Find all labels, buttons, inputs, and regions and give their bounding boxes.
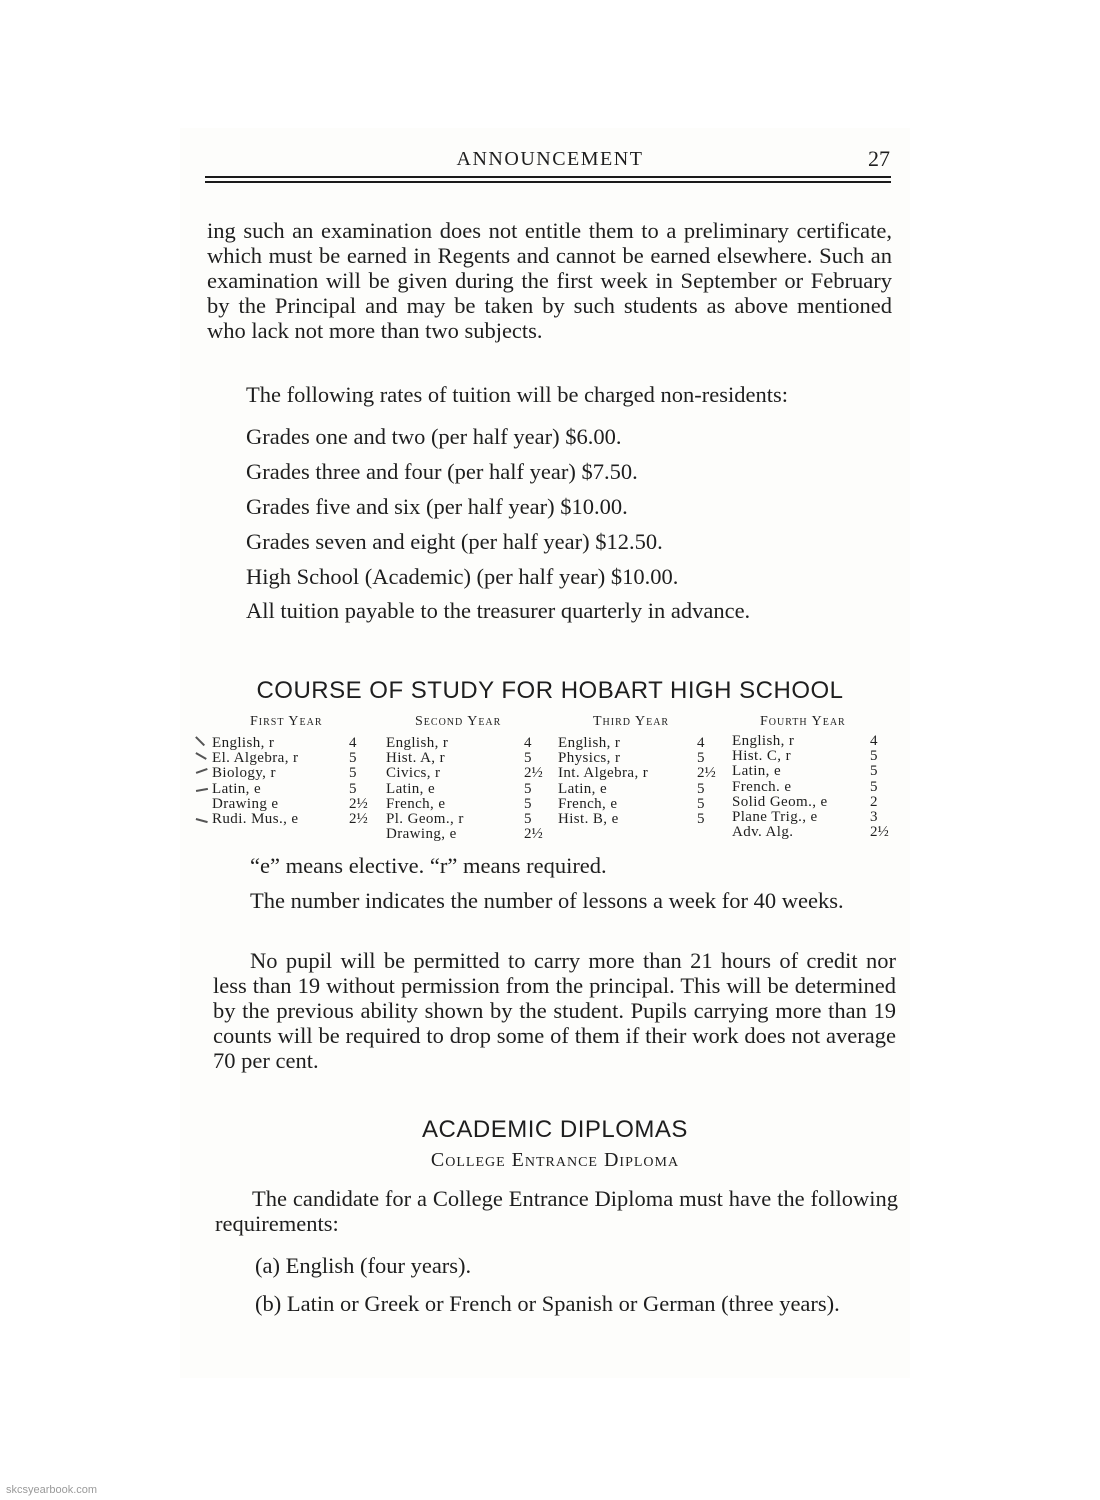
course-row — [558, 750, 728, 765]
tuition-rate: Grades one and two (per half year) $6.00. — [246, 424, 622, 449]
course-row — [732, 809, 897, 824]
course-name: Civics, r — [386, 765, 441, 782]
course-name: Biology, r — [212, 765, 276, 782]
lesson-count: 5 — [524, 750, 532, 767]
course-row — [212, 765, 372, 780]
course-name: Drawing, e — [386, 826, 457, 843]
course-row — [558, 811, 728, 826]
course-row — [732, 733, 897, 748]
course-name: Latin, e — [386, 780, 436, 797]
lesson-count: 5 — [349, 765, 357, 782]
course-row — [386, 781, 546, 796]
tuition-rate: High School (Academic) (per half year) $10.00. — [246, 564, 679, 589]
college-entrance-subtitle: College Entrance Diploma — [430, 1149, 680, 1171]
lesson-count: 4 — [697, 735, 705, 751]
lesson-count: 2½ — [524, 765, 543, 782]
course-row — [386, 750, 546, 765]
lesson-count: 5 — [870, 763, 878, 780]
running-title: ANNOUNCEMENT — [456, 148, 644, 170]
requirement-item: (a) English (four years). — [255, 1253, 472, 1278]
credit-rule-paragraph: No pupil will be permitted to carry more than 21 hours of credit nor less than 19 without permission from the principal. This will be determined by the previous ability shown by the student. Pupils carrying more than 19 counts will be required to drop some of them if their work does not average 70 per cent. — [213, 948, 896, 1073]
course-name: Hist. C, r — [732, 748, 792, 765]
tuition-rate: Grades three and four (per half year) $7.50. — [246, 459, 638, 484]
course-row — [212, 750, 372, 765]
course-row — [212, 796, 372, 811]
course-row — [732, 824, 897, 839]
lesson-count: 5 — [524, 810, 532, 827]
lesson-count: 5 — [524, 780, 532, 797]
lesson-count: 5 — [870, 778, 878, 795]
running-head — [208, 148, 892, 176]
course-name: Latin, e — [732, 763, 782, 780]
course-name: French, e — [386, 795, 446, 812]
requirement-item: (b) Latin or Greek or French or Spanish or German (three years). — [255, 1291, 840, 1316]
lesson-count: 5 — [870, 748, 878, 765]
course-row — [386, 811, 546, 826]
course-name: Int. Algebra, r — [558, 765, 649, 782]
year-heading-second: Second Year — [415, 714, 502, 729]
course-row — [386, 765, 546, 780]
course-column-third-year — [558, 735, 728, 826]
lesson-count: 2½ — [349, 810, 368, 827]
course-row — [558, 735, 728, 750]
lesson-count: 5 — [697, 780, 705, 797]
course-name: French. e — [732, 778, 792, 795]
year-heading-fourth: Fourth Year — [760, 714, 846, 729]
year-heading-first: First Year — [250, 714, 323, 729]
lessons-note: The number indicates the number of lessons a week for 40 weeks. — [250, 888, 844, 913]
lesson-count: 5 — [349, 780, 357, 797]
lesson-count: 3 — [870, 808, 878, 825]
course-name: Plane Trig., e — [732, 808, 818, 825]
course-name: English, r — [386, 735, 449, 751]
course-row — [732, 763, 897, 778]
course-column-second-year — [386, 735, 546, 841]
academic-diplomas-title: ACADEMIC DIPLOMAS — [422, 1116, 688, 1143]
year-heading-third: Third Year — [593, 714, 670, 729]
lesson-count: 4 — [349, 735, 357, 751]
course-name: Drawing e — [212, 795, 279, 812]
lesson-count: 2½ — [870, 824, 889, 841]
course-row — [212, 811, 372, 826]
course-name: French, e — [558, 795, 618, 812]
course-name: Physics, r — [558, 750, 621, 767]
elective-required-legend: “e” means elective. “r” means required. — [250, 853, 607, 878]
lesson-count: 4 — [870, 733, 878, 749]
course-name: English, r — [558, 735, 621, 751]
course-name: Rudi. Mus., e — [212, 810, 299, 827]
course-name: El. Algebra, r — [212, 750, 299, 767]
tuition-intro: The following rates of tuition will be charged non-residents: — [246, 382, 788, 407]
header-rule-top — [205, 176, 891, 178]
course-name: Hist. A, r — [386, 750, 446, 767]
course-name: English, r — [732, 733, 795, 749]
lesson-count: 2½ — [349, 795, 368, 812]
course-row — [732, 794, 897, 809]
intro-paragraph: ing such an examination does not entitle them to a preliminary certificate, which must be earned in Regents and cannot be earned elsewhere. Such an examination will be given during the first week in September or February by the Principal and may be taken by such students as above mentioned who lack not more than two subjects. — [207, 218, 892, 343]
course-name: Adv. Alg. — [732, 824, 794, 841]
header-rule-bottom — [205, 181, 891, 183]
course-of-study-title: COURSE OF STUDY FOR HOBART HIGH SCHOOL — [256, 677, 844, 704]
course-row — [212, 781, 372, 796]
course-name: Pl. Geom., r — [386, 810, 464, 827]
lesson-count: 5 — [349, 750, 357, 767]
lesson-count: 5 — [697, 810, 705, 827]
lesson-count: 2 — [870, 793, 878, 810]
tuition-note: All tuition payable to the treasurer quarterly in advance. — [246, 598, 751, 623]
course-column-fourth-year — [732, 733, 897, 839]
course-column-first-year — [212, 735, 372, 826]
course-row — [386, 796, 546, 811]
lesson-count: 4 — [524, 735, 532, 751]
watermark: skcsyearbook.com — [6, 1484, 98, 1496]
course-name: English, r — [212, 735, 275, 751]
lesson-count: 5 — [524, 795, 532, 812]
course-row — [386, 826, 546, 841]
course-row — [732, 779, 897, 794]
course-row — [732, 748, 897, 763]
lesson-count: 5 — [697, 750, 705, 767]
course-name: Latin, e — [212, 780, 262, 797]
course-name: Solid Geom., e — [732, 793, 828, 810]
diploma-intro: The candidate for a College Entrance Diploma must have the following requirements: — [215, 1186, 898, 1236]
course-row — [558, 796, 728, 811]
lesson-count: 5 — [697, 795, 705, 812]
tuition-rate: Grades five and six (per half year) $10.00. — [246, 494, 628, 519]
course-name: Latin, e — [558, 780, 608, 797]
course-row — [386, 735, 546, 750]
lesson-count: 2½ — [524, 826, 543, 843]
lesson-count: 2½ — [697, 765, 716, 782]
course-name: Hist. B, e — [558, 810, 619, 827]
course-row — [558, 765, 728, 780]
course-row — [558, 781, 728, 796]
page-number: 27 — [868, 146, 890, 171]
course-row — [212, 735, 372, 750]
tuition-rate: Grades seven and eight (per half year) $12.50. — [246, 529, 663, 554]
